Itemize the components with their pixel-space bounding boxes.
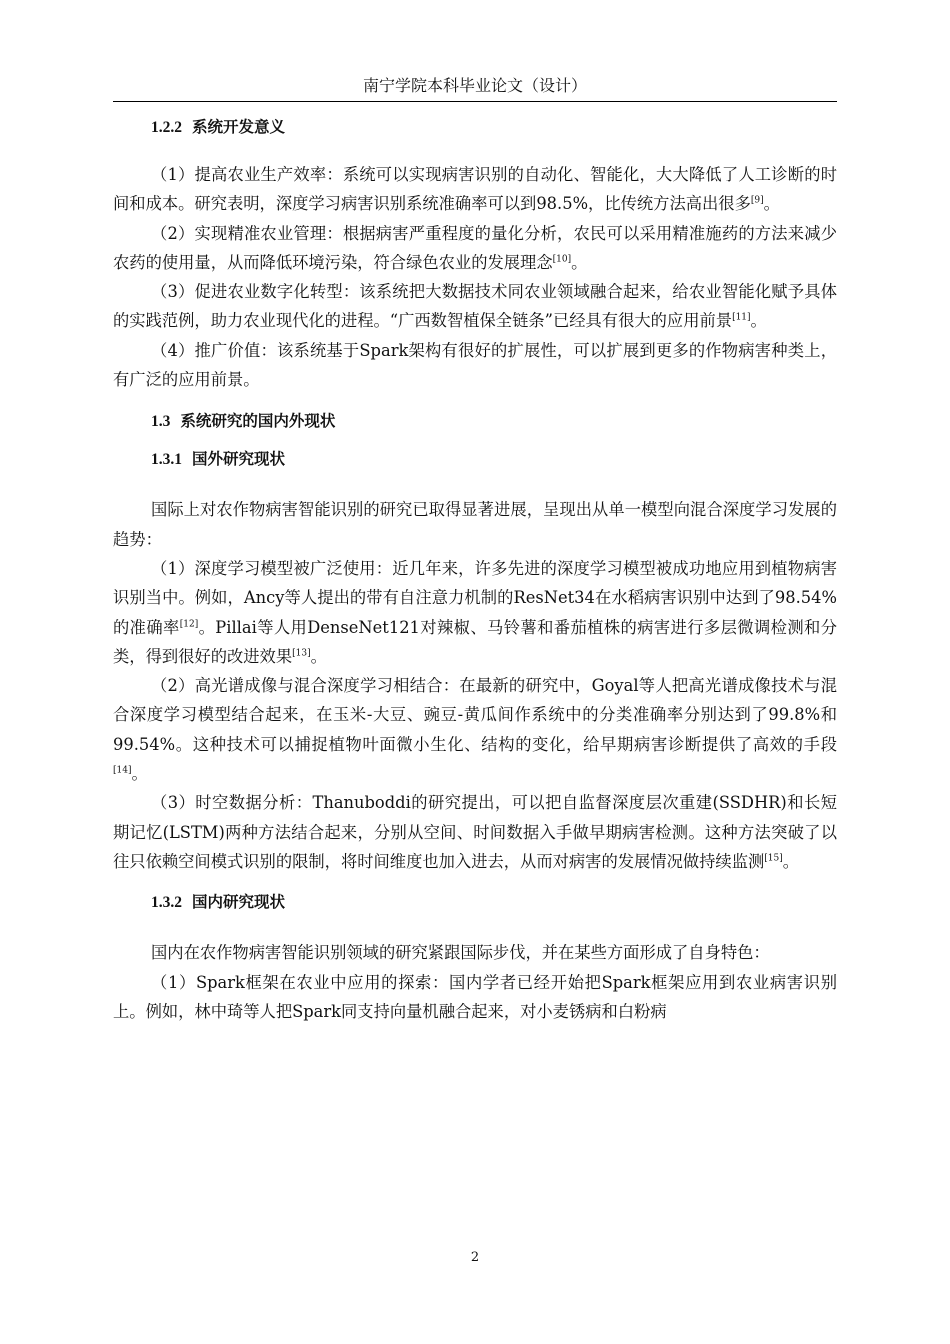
citation: [15] bbox=[764, 853, 783, 864]
paragraph-hyperspectral: （2）高光谱成像与混合深度学习相结合：在最新的研究中，Goyal等人把高光谱成像技术与混合深度学习模型结合起来，在玉米-大豆、豌豆-黄瓜间作系统中的分类准确率分别达到了99.8%和99.54%。这种技术可以捕捉植物叶面微小生化、结构的变化，给早期病害诊断提供了高效的手段[14]。 bbox=[113, 676, 837, 784]
paragraph-precision-agriculture: （2）实现精准农业管理：根据病害严重程度的量化分析，农民可以采用精准施药的方法来减少农药的使用量，从而降低环境污染，符合绿色农业的发展理念[10]。 bbox=[113, 223, 837, 272]
paragraph-spark-framework: （1）Spark框架在农业中应用的探索：国内学者已经开始把Spark框架应用到农业病害识别上。例如，林中琦等人把Spark同支持向量机融合起来，对小麦锈病和白粉病 bbox=[113, 972, 837, 1021]
section-number: 1.3.1 bbox=[151, 451, 182, 469]
paragraph-digital-transformation: （3）促进农业数字化转型：该系统把大数据技术同农业领域融合起来，给农业智能化赋予具体的实践范例，助力农业现代化的进程。“广西数智植保全链条”已经具有很大的应用前景[11]。 bbox=[113, 282, 837, 331]
section-title: 系统开发意义 bbox=[192, 119, 286, 136]
section-heading-1-3-2 bbox=[113, 888, 837, 918]
page-number: 2 bbox=[470, 1250, 480, 1265]
paragraph-promotion-value: （4）推广价值：该系统基于Spark架构有很好的扩展性，可以扩展到更多的作物病害种类上，有广泛的应用前景。 bbox=[113, 340, 837, 390]
citation: [13] bbox=[292, 648, 311, 659]
section-number: 1.3.2 bbox=[151, 894, 182, 912]
section-heading-1-2-2 bbox=[113, 113, 837, 143]
paragraph-deep-learning-models: （1）深度学习模型被广泛使用：近几年来，许多先进的深度学习模型被成功地应用到植物病害识别当中。例如，Ancy等人提出的带有自注意力机制的ResNet34在水稻病害识别中达到了98.54%的准确率[12]。Pillai等人用DenseNet121对辣椒、马铃薯和番茄植株的病害进行多层微调检测和分类，得到很好的改进效果[13]。 bbox=[113, 558, 837, 666]
paragraph-spatiotemporal: （3）时空数据分析：Thanuboddi的研究提出，可以把自监督深度层次重建(SSDHR)和长短期记忆(LSTM)两种方法结合起来，分别从空间、时间数据入手做早期病害检测。这种方法突破了以往只依赖空间模式识别的限制，将时间维度也加入进去，从而对病害的发展情况做持续监测[15]。 bbox=[113, 793, 837, 871]
citation: [12] bbox=[179, 619, 199, 630]
section-heading-1-3-1 bbox=[113, 445, 837, 475]
section-heading-1-3 bbox=[113, 407, 837, 437]
paragraph-intl-intro: 国际上对农作物病害智能识别的研究已取得显著进展，呈现出从单一模型向混合深度学习发展的趋势： bbox=[113, 500, 837, 549]
page-body bbox=[113, 113, 837, 1026]
section-title: 国内研究现状 bbox=[192, 894, 286, 912]
citation: [9] bbox=[750, 195, 764, 206]
paragraph-efficiency: （1）提高农业生产效率：系统可以实现病害识别的自动化、智能化，大大降低了人工诊断的时间和成本。研究表明，深度学习病害识别系统准确率可以到98.5%，比传统方法高出很多[9]。 bbox=[113, 165, 837, 214]
citation: [14] bbox=[113, 765, 132, 776]
section-title: 系统研究的国内外现状 bbox=[180, 413, 336, 431]
paragraph-domestic-intro: 国内在农作物病害智能识别领域的研究紧跟国际步伐，并在某些方面形成了自身特色： bbox=[151, 943, 770, 963]
citation: [11] bbox=[732, 313, 751, 324]
section-number: 1.3 bbox=[151, 413, 171, 431]
citation: [10] bbox=[552, 254, 572, 265]
running-header: 南宁学院本科毕业论文（设计） bbox=[113, 70, 837, 102]
section-number: 1.2.2 bbox=[151, 119, 182, 136]
section-title: 国外研究现状 bbox=[192, 451, 286, 469]
